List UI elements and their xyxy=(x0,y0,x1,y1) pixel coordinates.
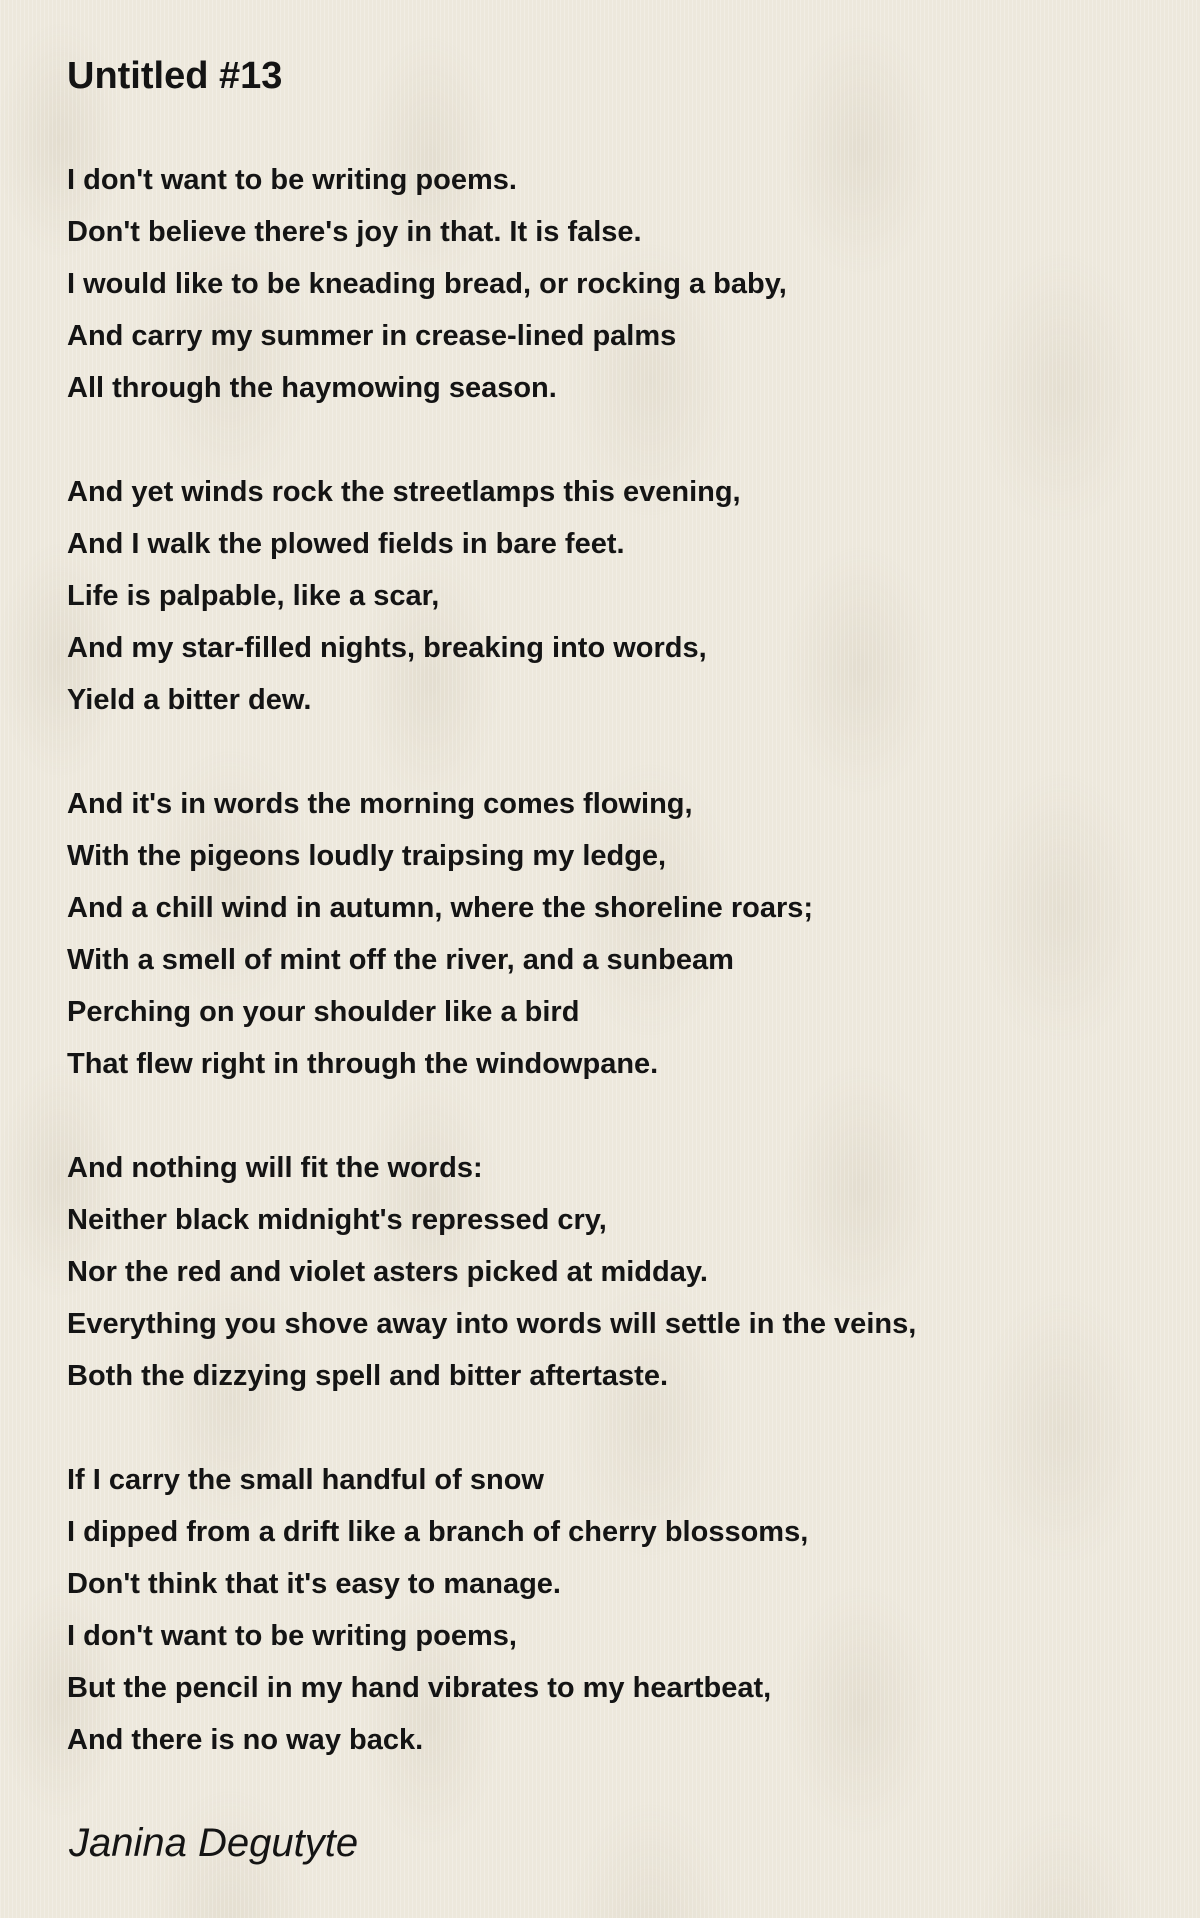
poem-line: With the pigeons loudly traipsing my ledge, xyxy=(67,840,667,872)
author-name: Janina Degutyte xyxy=(69,1821,359,1865)
poem-line: Nor the red and violet asters picked at midday. xyxy=(67,1256,708,1288)
poem-line: And a chill wind in autumn, where the shoreline roars; xyxy=(67,892,814,924)
poem-line: All through the haymowing season. xyxy=(67,372,557,404)
poem-line: And I walk the plowed fields in bare feet. xyxy=(67,528,625,560)
poem-line: If I carry the small handful of snow xyxy=(67,1464,544,1496)
poem-line: With a smell of mint off the river, and a sunbeam xyxy=(67,944,734,976)
stanza-5 xyxy=(67,1454,1157,1766)
stanza-1 xyxy=(67,154,1157,414)
poem-line: I don't want to be writing poems, xyxy=(67,1620,517,1652)
stanza-4 xyxy=(67,1142,1157,1402)
poem-line: Neither black midnight's repressed cry, xyxy=(67,1204,607,1236)
poem-line: And there is no way back. xyxy=(67,1724,424,1756)
poem-line: Life is palpable, like a scar, xyxy=(67,580,440,612)
stanza-3 xyxy=(67,778,1157,1090)
poem-line: That flew right in through the windowpane. xyxy=(67,1048,659,1080)
poem-title: Untitled #13 xyxy=(67,55,283,97)
stanza-2 xyxy=(67,466,1157,726)
poem-line: And nothing will fit the words: xyxy=(67,1152,483,1184)
poem-line: And it's in words the morning comes flowing, xyxy=(67,788,693,820)
poem-line: Everything you shove away into words will settle in the veins, xyxy=(67,1308,917,1340)
poem-body xyxy=(67,154,1157,1766)
poem-line: Don't think that it's easy to manage. xyxy=(67,1568,561,1600)
poem-line: Both the dizzying spell and bitter aftertaste. xyxy=(67,1360,669,1392)
poem-line: I don't want to be writing poems. xyxy=(67,164,517,196)
poem-line: I would like to be kneading bread, or rocking a baby, xyxy=(67,268,787,300)
poem-line: And carry my summer in crease-lined palms xyxy=(67,320,677,352)
poem-line: I dipped from a drift like a branch of cherry blossoms, xyxy=(67,1516,809,1548)
poem-line: Don't believe there's joy in that. It is false. xyxy=(67,216,642,248)
poem-line: Yield a bitter dew. xyxy=(67,684,312,716)
poem-line: Perching on your shoulder like a bird xyxy=(67,996,580,1028)
poem-line: But the pencil in my hand vibrates to my heartbeat, xyxy=(67,1672,772,1704)
poem-line: And yet winds rock the streetlamps this evening, xyxy=(67,476,741,508)
poem-line: And my star-filled nights, breaking into words, xyxy=(67,632,707,664)
